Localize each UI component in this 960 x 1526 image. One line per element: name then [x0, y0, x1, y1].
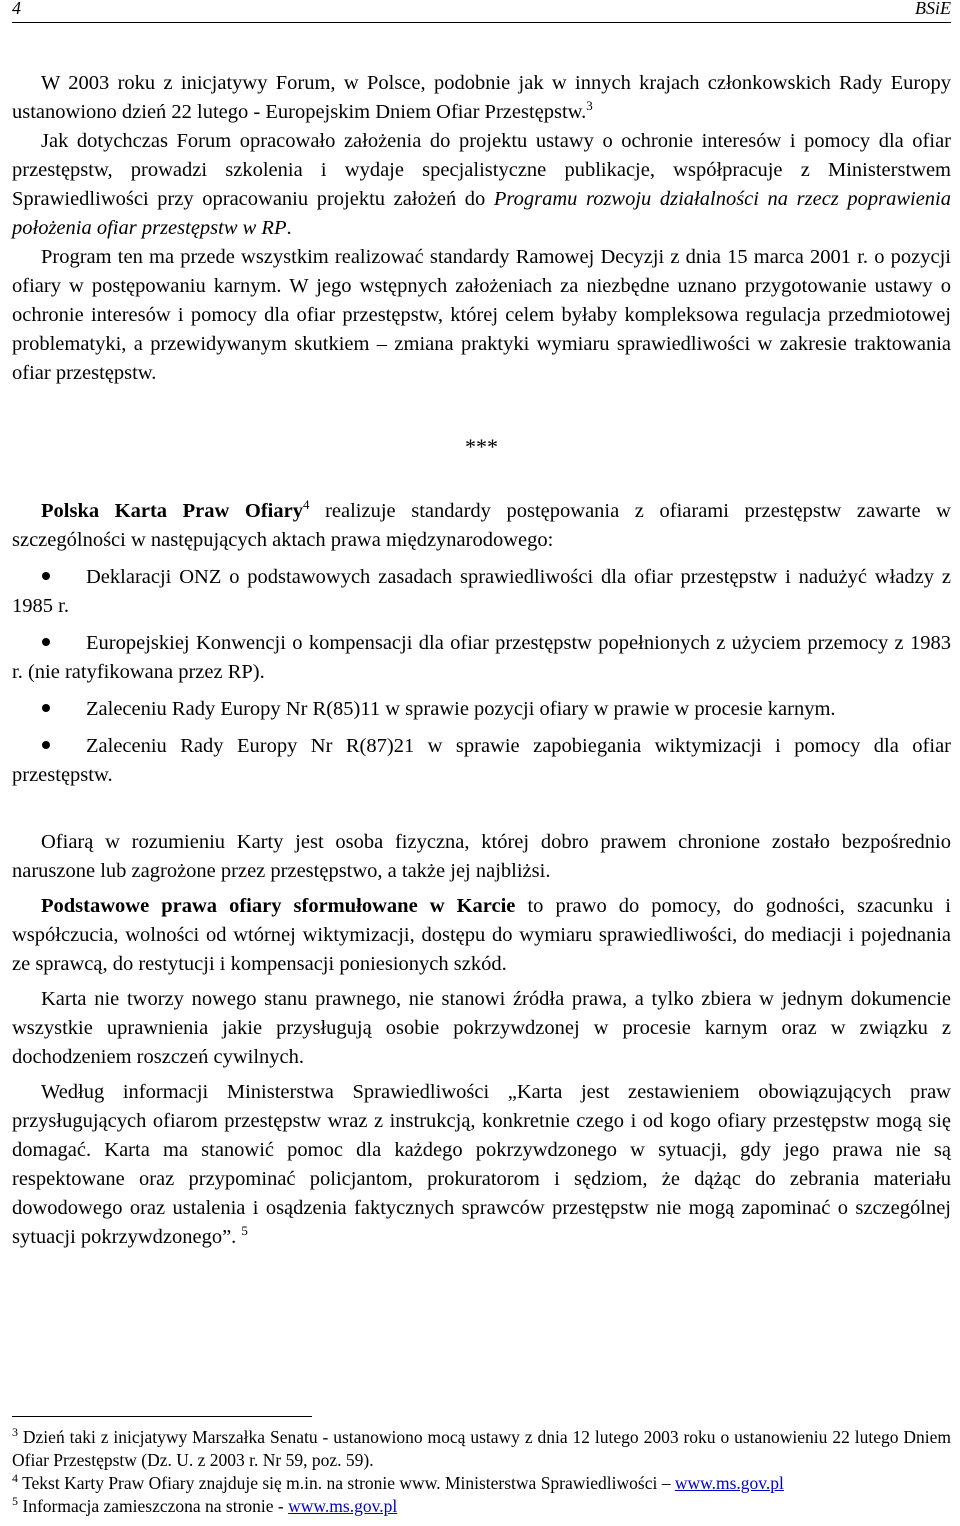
programme-title: Programu rozwoju działalności na rzecz poprawienia położenia ofiar przestępstw w RP: [12, 188, 951, 239]
paragraph-programme: Program ten ma przede wszystkim realizować standardy Ramowej Decyzji z dnia 15 marca 2001 r. o pozycji ofiary w postępowaniu karnym. W jego wstępnych założeniach za niezbędne uznano przygotowanie ustawy o ochronie interesów i pomocy dla ofiar przestępstw, której celem byłaby kompleksowa regulacja przedmiotowej problematyki, a przewidywanym skutkiem – zmiana praktyki wymiaru sprawiedliwości w zakresie traktowania ofiar przestępstw.: [12, 246, 951, 384]
list-item: Zaleceniu Rady Europy Nr R(87)21 w sprawie zapobiegania wiktymizacji i pomocy dla ofiar przestępstw.: [12, 735, 951, 786]
bullet-icon: [42, 741, 50, 749]
paragraph-karta-scope: Karta nie tworzy nowego stanu prawnego, nie stanowi źródła prawa, a tylko zbiera w jednym dokumencie wszystkie uprawnienia jakie przysługują osobie pokrzywdzonej w procesie karnym oraz w związku z dochodzeniem roszczeń cywilnych.: [12, 988, 951, 1068]
section-separator: ***: [465, 434, 498, 459]
journal-name: BSiE: [915, 0, 951, 18]
paragraph-karta-intro: Polska Karta Praw Ofiary$^4$ realizuje standardy postępowania z ofiarami przestępstw zawarte w szczególności w następujących aktach prawa międzynarodowego:: [12, 497, 951, 551]
footnote-separator: [12, 1416, 312, 1417]
ms-gov-link[interactable]: www.ms.gov.pl: [674, 1473, 784, 1493]
list-item: Europejskiej Konwencji o kompensacji dla ofiar przestępstw popełnionych z użyciem przemocy z 1983 r. (nie ratyfikowana przez RP).: [12, 632, 951, 683]
list-item: Deklaracji ONZ o podstawowych zasadach sprawiedliwości dla ofiar przestępstw i nadużyć władzy z 1985 r.: [12, 566, 951, 617]
paragraph-victim-definition: Ofiarą w rozumieniu Karty jest osoba fizyczna, której dobro prawem chronione zostało bezpośrednio naruszone lub zagrożone przez przestępstwo, a także jej najbliżsi.: [12, 831, 951, 882]
bullet-icon: [42, 638, 50, 646]
paragraph-forum-day: W 2003 roku z inicjatywy Forum, w Polsce, podobnie jak w innych krajach członkowskich Rady Europy ustanowiono dzień 22 lutego - Europejskim Dniem Ofiar Przestępstw.$^3$: [12, 72, 951, 123]
footnote-ref-4[interactable]: 4: [302, 497, 310, 512]
paragraph-basic-rights: Podstawowe prawa ofiary sformułowane w Karcie to prawo do pomocy, do godności, szacunku i współczucia, wolności od wtórnej wiktymizacji, dostępu do wymiaru sprawiedliwości, do mediacji i pojednania ze sprawcą, do restytucji i kompensacji poniesionych szkód.: [12, 895, 951, 975]
page-header: [12, 0, 951, 23]
footnote-3: $^3$ Dzień taki z inicjatywy Marszałka Senatu - ustanowiono mocą ustawy z dnia 12 lutego 2003 roku o ustanowieniu 22 lutego Dniem Ofiar Przestępstw (Dz. U. z 2003 r. Nr 59, poz. 59).: [12, 1425, 951, 1470]
bullet-icon: [42, 572, 50, 580]
list-item: Zaleceniu Rady Europy Nr R(85)11 w sprawie pozycji ofiary w prawie w procesie karnym.: [12, 695, 951, 724]
footnote-ref-3[interactable]: 3: [586, 98, 593, 113]
ms-gov-link[interactable]: www.ms.gov.pl: [288, 1496, 398, 1516]
footnotes: [12, 1426, 951, 1518]
basic-rights-heading: Podstawowe prawa ofiary sformułowane w Karcie: [41, 895, 516, 917]
paragraph-forum-activities: Jak dotychczas Forum opracowało założenia do projektu ustawy o ochronie interesów i pomocy dla ofiar przestępstw, prowadzi szkolenia i wydaje specjalistyczne publikacje, współpracuje z Ministerstwem Sprawiedliwości przy opracowaniu projektu założeń do Programu rozwoju działalności na rzecz poprawienia położenia ofiar przestępstw w RP.: [12, 130, 951, 239]
paragraph-ministry-info: Według informacji Ministerstwa Sprawiedliwości „Karta jest zestawieniem obowiązujących praw przysługujących ofiarom przestępstw wraz z instrukcją, konkretnie czego i od kogo ofiary przestępstw mogą się domagać. Karta ma stanowić pomoc dla każdego pokrzywdzonego w sytuacji, gdy jego prawa nie są respektowane oraz przypominać policjantom, prokuratorom i sędziom, że dążąc do zebrania materiału dowodowego oraz ustalenia i osądzenia faktycznych sprawców przestępstw nie mogą zapominać o szczególnej sytuacji pokrzywdzonego”. $^5$: [12, 1081, 951, 1248]
page-number: 4: [12, 0, 21, 18]
karta-title: Polska Karta Praw Ofiary: [41, 500, 303, 522]
main-text: [12, 23, 951, 1252]
footnote-4: $^4$ Tekst Karty Praw Ofiary znajduje się m.in. na stronie www. Ministerstwa Sprawiedliwości – www.ms.gov.pl: [12, 1471, 784, 1493]
footnote-ref-5[interactable]: 5: [241, 1223, 248, 1238]
footnote-5: $^5$ Informacja zamieszczona na stronie - www.ms.gov.pl: [12, 1494, 398, 1516]
bullet-icon: [42, 704, 50, 712]
